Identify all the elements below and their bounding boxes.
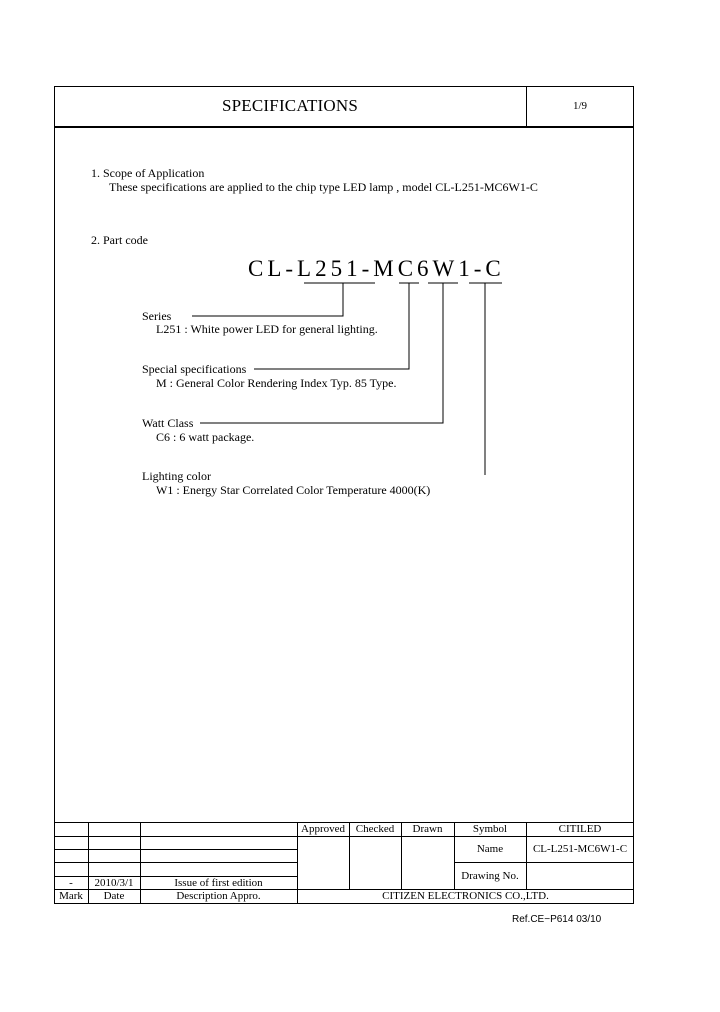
symbol-label: Symbol [472, 823, 508, 835]
revision-mark: - [69, 877, 73, 889]
part-code-number: CL-L251-MC6W1-C [248, 256, 505, 281]
block-line-5 [54, 862, 297, 863]
special-spec-label: Special specifications [142, 362, 247, 376]
approved-label: Approved [301, 823, 345, 835]
symbol-value: CITILED [558, 823, 602, 835]
document-title: SPECIFICATIONS [222, 96, 358, 115]
watt-class-desc: C6 : 6 watt package. [156, 430, 255, 444]
company-name: CITIZEN ELECTRONICS CO.,LTD. [382, 890, 549, 902]
watt-class-label: Watt Class [142, 416, 194, 430]
series-label: Series [142, 309, 172, 323]
revision-date: 2010/3/1 [94, 877, 134, 889]
drawing-no-label: Drawing No. [461, 870, 519, 882]
block-line-6 [454, 862, 634, 863]
scope-heading: 1. Scope of Application [91, 166, 205, 180]
lighting-color-desc: W1 : Energy Star Correlated Color Temperature 4000(K) [156, 483, 431, 497]
series-desc: L251 : White power LED for general lighting. [156, 322, 378, 336]
name-label: Name [476, 843, 504, 855]
lighting-color-label: Lighting color [142, 469, 211, 483]
column-description: Description Appro. [176, 890, 261, 902]
page-number: 1/9 [572, 100, 588, 112]
block-line-3 [297, 836, 634, 837]
watt-leader [200, 283, 443, 423]
checked-label: Checked [355, 823, 395, 835]
column-mark: Mark [59, 890, 83, 902]
special-spec-desc: M : General Color Rendering Index Typ. 85 Type. [156, 376, 397, 390]
block-line-4 [54, 849, 297, 850]
name-value: CL-L251-MC6W1-C [532, 843, 628, 855]
block-line-2 [54, 836, 297, 837]
series-leader [192, 283, 343, 316]
special-leader [254, 283, 409, 369]
drawn-label: Drawn [412, 823, 443, 835]
revision-description: Issue of first edition [174, 877, 263, 889]
scope-text: These specifications are applied to the chip type LED lamp , model CL-L251-MC6W1-C [109, 180, 538, 194]
column-date: Date [103, 890, 125, 902]
part-code-heading: 2. Part code [91, 233, 148, 247]
reference-code: Ref.CE−P614 03/10 [512, 914, 602, 925]
